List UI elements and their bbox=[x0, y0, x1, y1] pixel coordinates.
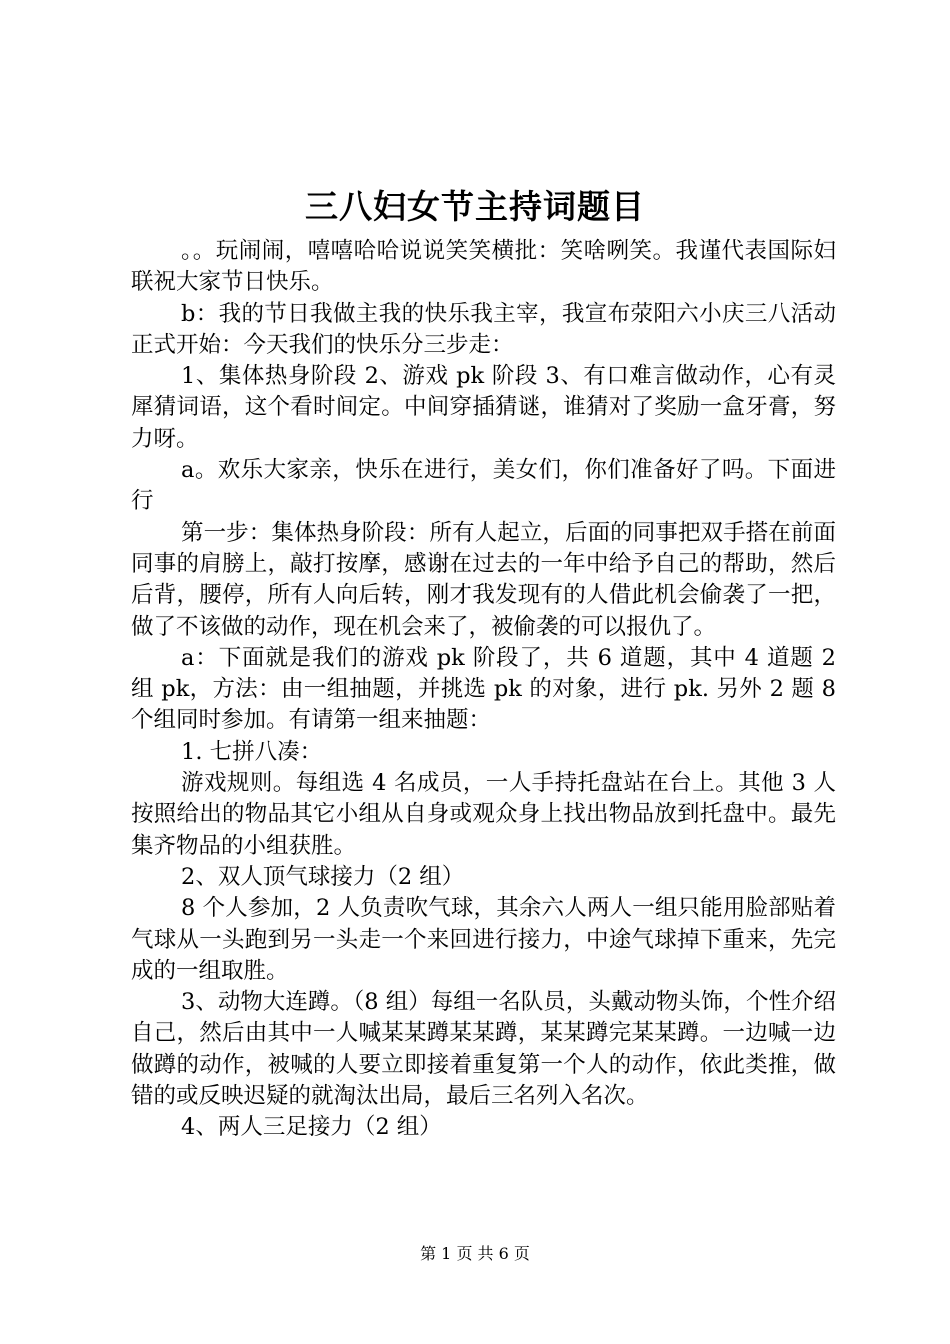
document-body bbox=[131, 236, 836, 1144]
paragraph-12: 4、两人三足接力（2 组） bbox=[181, 1114, 442, 1141]
paragraph-3: 1、集体热身阶段 2、游戏 pk 阶段 3、有口难言做动作，心有灵犀猜词语，这个看时间定。中间穿插猜谜，谁猜对了奖励一盒牙膏，努力呀。 bbox=[131, 363, 836, 452]
paragraph-11: 3、动物大连蹲。（8 组）每组一名队员，头戴动物头饰，个性介绍自己，然后由其中一人喊某某蹲某某蹲，某某蹲完某某蹲。一边喊一边做蹲的动作，被喊的人要立即接着重复第一个人的动作，依此类推，做错的或反映迟疑的就淘汰出局，最后三名列入名次。 bbox=[131, 989, 836, 1110]
paragraph-9: 2、双人顶气球接力（2 组） bbox=[181, 863, 465, 890]
paragraph-8: 游戏规则。每组选 4 名成员，一人手持托盘站在台上。其他 3 人按照给出的物品其它小组从自身或观众身上找出物品放到托盘中。最先集齐物品的小组获胜。 bbox=[131, 770, 836, 859]
paragraph-6: a：下面就是我们的游戏 pk 阶段了，共 6 道题，其中 4 道题 2 组 pk，方法：由一组抽题，并挑选 pk 的对象，进行 pk. 另外 2 题 8 个组同时参加。有请第一组来抽题： bbox=[131, 644, 836, 734]
document-title: 三八妇女节主持词题目 bbox=[305, 187, 645, 226]
page-footer: 第 1 页 共 6 页 bbox=[420, 1244, 530, 1263]
paragraph-4: a。欢乐大家亲，快乐在进行，美女们，你们准备好了吗。下面进行 bbox=[131, 457, 836, 515]
paragraph-1: 。。玩闹闹，嘻嘻哈哈说说笑笑横批：笑啥咧笑。我谨代表国际妇联祝大家节日快乐。 bbox=[131, 238, 836, 296]
paragraph-10: 8 个人参加，2 人负责吹气球，其余六人两人一组只能用脸部贴着气球从一头跑到另一头走一个来回进行接力，中途气球掉下重来，先完成的一组取胜。 bbox=[131, 895, 836, 984]
paragraph-5: 第一步：集体热身阶段：所有人起立，后面的同事把双手搭在前面同事的肩膀上，敲打按摩，感谢在过去的一年中给予自己的帮助，然后后背，腰停，所有人向后转，刚才我发现有的人借此机会偷袭了一把，做了不该做的动作，现在机会来了，被偷袭的可以报仇了。 bbox=[131, 519, 836, 640]
paragraph-2: b：我的节日我做主我的快乐我主宰，我宣布荥阳六小庆三八活动正式开始：今天我们的快乐分三步走： bbox=[131, 300, 836, 358]
paragraph-7: 1. 七拼八凑： bbox=[181, 738, 323, 765]
